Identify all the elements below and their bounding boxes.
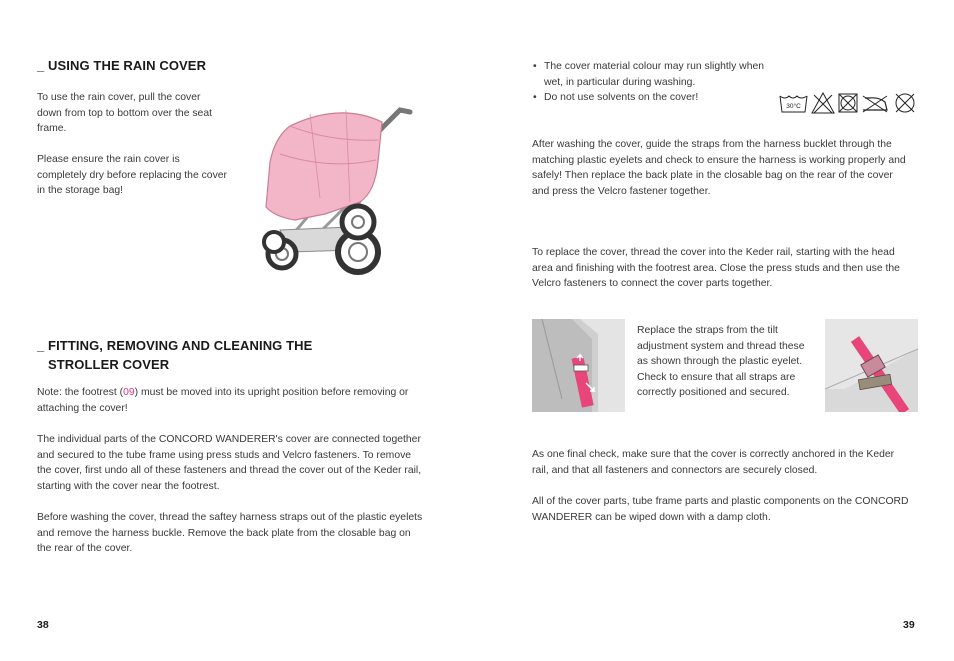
bullet-item: • The cover material colour may run slightly when wet, in particular during washing.: [532, 59, 772, 90]
footrest-ref-link[interactable]: 09: [123, 387, 135, 398]
no-tumble-dry-icon: [839, 94, 857, 112]
wipe-down-para: All of the cover parts, tube frame parts and plastic components on the CONCORD WANDERER can be wiped down with a damp cloth.: [532, 496, 909, 523]
rain-cover-para-1: To use the rain cover, pull the cover down from top to bottom over the seat frame.: [37, 92, 213, 135]
wash-30-icon: [780, 96, 807, 112]
page-number-right: 39: [903, 619, 915, 631]
care-symbols: [779, 92, 919, 114]
rain-cover-heading: _ USING THE RAIN COVER: [37, 58, 207, 73]
fitting-heading: _ FITTING, REMOVING AND CLEANING THE: [37, 338, 313, 353]
fitting-heading-line-2: STROLLER COVER: [48, 357, 170, 372]
page-number-left: 38: [37, 619, 49, 631]
straps-para: Replace the straps from the tilt adjustment system and thread these as shown through the plastic eyelet. Check to ensure that all straps are correctly positioned and secured.: [637, 325, 805, 399]
strap-threading-image-2: [825, 319, 918, 412]
rain-cover-para-2: Please ensure the rain cover is completely dry before replacing the cover in the storage bag!: [37, 154, 228, 197]
no-iron-icon: [863, 96, 887, 112]
strap-threading-image-1: [532, 319, 625, 412]
footrest-note-after: ) must be moved into its upright position before removing or attaching the cover!: [37, 387, 409, 414]
no-dry-clean-icon: [896, 94, 914, 112]
washing-prep-para: Before washing the cover, thread the saftey harness straps out of the plastic eyelets and remove the harness buckle. Remove the back plate from the closable bag on the rear of the cover.: [37, 512, 423, 555]
cover-parts-para: The individual parts of the CONCORD WANDERER's cover are connected together and secured to the tube frame using press studs and Velcro fasteners. To remove the cover, first undo all of these fasteners and thread the cover out of the Keder rail, starting with the cover near the footrest.: [37, 434, 422, 492]
after-washing-para: After washing the cover, guide the straps from the harness bucklet through the matching plastic eyelets and check to ensure the harness is working properly and safely! Then replace the back plate in the closable bag on the rear of the cover and press the Velcro fastener together.: [532, 139, 906, 197]
replace-cover-para: To replace the cover, thread the cover into the Keder rail, starting with the head area and finishing with the footrest area. Close the press studs and then use the Velcro fasteners to connect the cover parts together.: [532, 247, 900, 290]
washing-bullets: [532, 59, 772, 106]
stroller-rain-cover-image: [250, 102, 420, 278]
footrest-note-before: Note: the footrest (: [37, 387, 124, 398]
no-bleach-icon: [812, 93, 834, 113]
wash-temp-label: 30°C: [786, 103, 801, 110]
footrest-note: [37, 385, 427, 416]
bullet-item: • Do not use solvents on the cover!: [532, 90, 772, 106]
final-check-para: As one final check, make sure that the cover is correctly anchored in the Keder rail, and that all fasteners and connectors are securely closed.: [532, 449, 895, 476]
